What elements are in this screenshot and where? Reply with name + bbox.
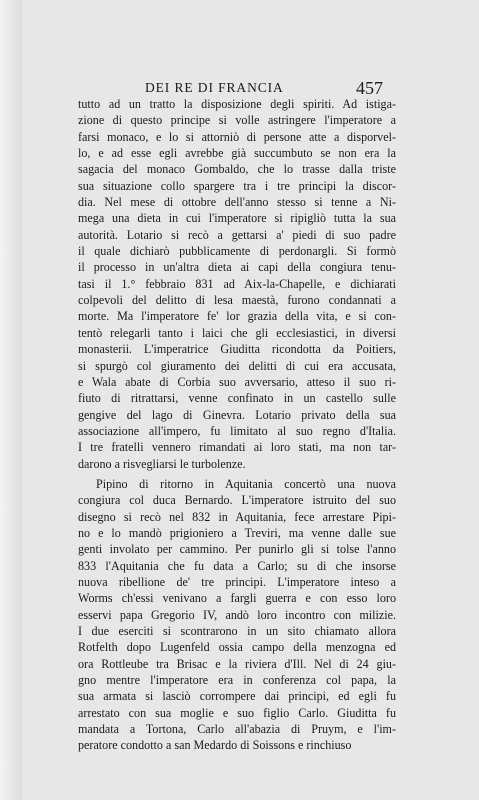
text-line: Worms ch'essi venivano a fargli guerra e con esso loro — [78, 591, 396, 606]
text-line: il quale dichiarò pubblicamente di perdonargli. Si formò — [78, 244, 396, 259]
text-line: autorità. Lotario si recò a gettarsi a' piedi di suo padre — [78, 227, 396, 242]
text-line: lo, e ad esse egli avrebbe già succumbuto se non era la — [78, 146, 396, 161]
text-line: tentò relegarli tanto i laici che gli ecclesiastici, in diversi — [78, 325, 396, 340]
text-line: e Wala abate di Corbia suo avversario, atteso il suo ri- — [78, 374, 396, 389]
text-line: darono a risvegliarsi le turbolenze. — [78, 456, 246, 471]
text-line: fiuto di ritrattarsi, venne confinato in un castello sulle — [78, 391, 396, 406]
text-line: associazione all'impero, fu limitato al suo regno d'Italia. — [78, 423, 396, 438]
page-number: 457 — [356, 78, 383, 98]
text-line: monasterii. L'imperatrice Giuditta ricondotta da Poitiers, — [78, 342, 396, 357]
text-line: gno mentre l'imperatore era in conferenza col papa, la — [78, 673, 396, 688]
paragraph-2 — [78, 476, 396, 754]
text-line: arrestato con sua moglie e suo figlio Carlo. Giuditta fu — [78, 705, 396, 720]
text-line: mega una dieta in cui l'imperatore si ripigliò tutta la sua — [78, 211, 396, 226]
text-line: 833 l'Aquitania che fu data a Carlo; su di che insorse — [78, 558, 396, 573]
text-line: sagacia del monaco Gombaldo, che lo trasse dalla triste — [78, 162, 396, 177]
text-line: il processo in un'altra dieta ai capi della congiura tenu- — [78, 260, 396, 275]
text-line: dia. Nel mese di ottobre dell'anno stesso si tenne a Ni- — [78, 195, 396, 210]
text-line: nuova ribellione de' tre principi. L'imperatore inteso a — [78, 574, 396, 589]
text-line: esservi papa Gregorio IV, andò loro incontro con milizie. — [78, 607, 396, 622]
text-line: sua armata si lasciò corrompere dai principi, ed egli fu — [78, 689, 396, 704]
page-gutter — [0, 0, 22, 800]
paragraph-1 — [78, 96, 396, 472]
text-line: I tre fratelli vennero rimandati ai loro stati, ma non tar- — [78, 440, 396, 455]
text-line: morte. Ma l'imperatore fe' lor grazia della vita, e si con- — [78, 309, 396, 324]
text-line: farsi monaco, e lo si attorniò di persone atte a disporvel- — [78, 129, 396, 144]
text-line: si spurgò col giuramento dei delitti di cui era accusata, — [78, 358, 396, 373]
text-line: I due eserciti si scontrarono in un sito chiamato allora — [78, 624, 396, 638]
text-line: Rotfelth dopo Lugenfeld ossia campo della menzogna ed — [78, 640, 396, 655]
text-line: tutto ad un tratto la disposizione degli spiriti. Ad istiga- — [78, 97, 396, 111]
running-title: DEI RE DI FRANCIA — [145, 80, 284, 95]
text-line: mandata a Tortona, Carlo all'abazia di Pruym, e l'im- — [78, 722, 396, 737]
text-line: colpevoli del delitto di lesa maestà, furono condannati a — [78, 293, 396, 308]
text-line: ora Rottleube tra Brisac e la riviera d'Ill. Nel di 24 giu- — [78, 656, 396, 671]
text-line: genti involato per cammino. Per punirlo gli si tolse l'anno — [78, 542, 396, 557]
text-line: disegno si recò nel 832 in Aquitania, fece arrestare Pipi- — [78, 509, 396, 524]
text-line: gengive del lago di Ginevra. Lotario privato della sua — [78, 407, 396, 422]
text-line: tasi il 1.° febbraio 831 ad Aix-la-Chapelle, e dichiarati — [78, 276, 396, 291]
text-line: Pipino di ritorno in Aquitania concertò una nuova — [96, 476, 396, 491]
text-line: no e lo mandò prigioniero a Treviri, ma venne dalle sue — [78, 525, 396, 540]
text-line: zione di questo principe si volle astringere l'imperatore a — [78, 113, 396, 128]
text-line: sua situazione collo spargere tra i tre principi la discor- — [78, 178, 396, 193]
text-line: peratore condotto a san Medardo di Soissons e rinchiuso — [78, 738, 352, 753]
text-line: congiura col duca Bernardo. L'imperatore istruito del suo — [78, 493, 396, 508]
body-text — [78, 96, 396, 754]
